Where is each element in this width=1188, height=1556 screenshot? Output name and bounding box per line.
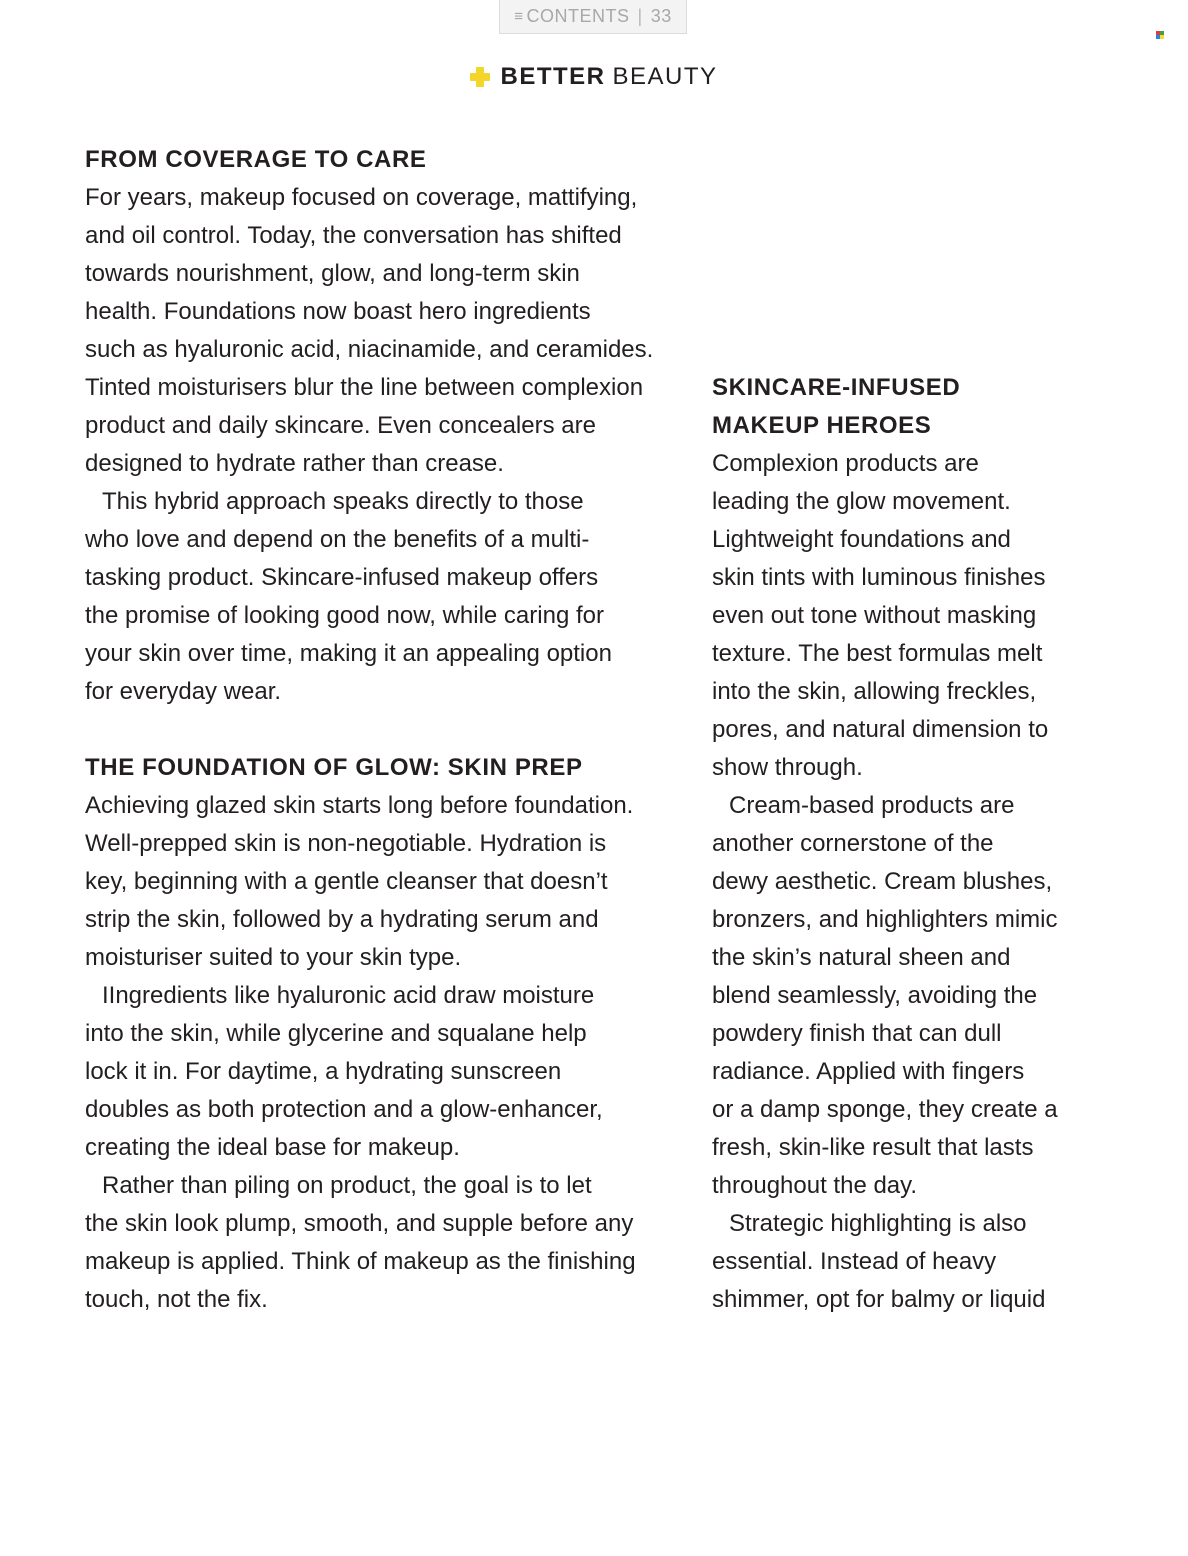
text-line: bronzers, and highlighters mimic bbox=[712, 906, 1058, 933]
text-line: and oil control. Today, the conversation has shifted bbox=[85, 222, 622, 249]
heading-coverage-to-care: FROM COVERAGE TO CARE bbox=[85, 146, 427, 173]
heading-makeup-heroes-line2: MAKEUP HEROES bbox=[712, 412, 932, 439]
text-line: such as hyaluronic acid, niacinamide, and ceramides. bbox=[85, 336, 654, 363]
text-line: texture. The best formulas melt bbox=[712, 640, 1043, 667]
section-title-bold: BETTER bbox=[500, 63, 606, 90]
text-line: radiance. Applied with fingers bbox=[712, 1058, 1025, 1085]
text-line: product and daily skincare. Even concealers are bbox=[85, 412, 596, 439]
text-line: creating the ideal base for makeup. bbox=[85, 1134, 460, 1161]
text-line: leading the glow movement. bbox=[712, 488, 1011, 515]
text-line: the skin’s natural sheen and bbox=[712, 944, 1011, 971]
text-line: moisturiser suited to your skin type. bbox=[85, 944, 462, 971]
text-line: strip the skin, followed by a hydrating serum and bbox=[85, 906, 599, 933]
section-title bbox=[500, 63, 717, 91]
text-line: into the skin, allowing freckles, bbox=[712, 678, 1037, 705]
text-line: Well-prepped skin is non-negotiable. Hydration is bbox=[85, 830, 607, 857]
text-line: Tinted moisturisers blur the line between complexion bbox=[85, 374, 644, 401]
section-title-light: BEAUTY bbox=[612, 63, 718, 90]
text-line: another cornerstone of the bbox=[712, 830, 994, 857]
section-header bbox=[0, 60, 1188, 94]
paragraph bbox=[85, 1167, 695, 1319]
contents-label: CONTENTS bbox=[526, 6, 630, 26]
text-line: essential. Instead of heavy bbox=[712, 1248, 997, 1275]
text-line: dewy aesthetic. Cream blushes, bbox=[712, 868, 1053, 895]
paragraph bbox=[85, 977, 695, 1167]
contents-tab[interactable] bbox=[499, 0, 687, 34]
text-line: key, beginning with a gentle cleanser that doesn’t bbox=[85, 868, 608, 895]
color-mark-icon bbox=[1156, 31, 1164, 39]
text-line: into the skin, while glycerine and squalane help bbox=[85, 1020, 587, 1047]
left-column bbox=[85, 141, 695, 1319]
paragraph bbox=[712, 787, 1102, 1205]
text-line: Cream-based products are bbox=[729, 792, 1015, 819]
text-line: Strategic highlighting is also bbox=[729, 1210, 1027, 1237]
text-line: show through. bbox=[712, 754, 863, 781]
text-line: touch, not the fix. bbox=[85, 1286, 268, 1313]
heading-skin-prep: THE FOUNDATION OF GLOW: SKIN PREP bbox=[85, 754, 583, 781]
text-line: throughout the day. bbox=[712, 1172, 918, 1199]
text-line: blend seamlessly, avoiding the bbox=[712, 982, 1038, 1009]
text-line: fresh, skin-like result that lasts bbox=[712, 1134, 1034, 1161]
text-line: lock it in. For daytime, a hydrating sunscreen bbox=[85, 1058, 562, 1085]
text-line: Rather than piling on product, the goal is to let bbox=[102, 1172, 592, 1199]
paragraph bbox=[85, 787, 695, 977]
menu-icon: ≡ bbox=[514, 8, 524, 25]
paragraph bbox=[712, 445, 1102, 787]
text-line: towards nourishment, glow, and long-term skin bbox=[85, 260, 580, 287]
page-number: 33 bbox=[650, 6, 672, 26]
text-line: tasking product. Skincare-infused makeup offers bbox=[85, 564, 599, 591]
text-line: Achieving glazed skin starts long before foundation. bbox=[85, 792, 634, 819]
text-line: your skin over time, making it an appealing option bbox=[85, 640, 612, 667]
text-line: who love and depend on the benefits of a multi- bbox=[85, 526, 590, 553]
text-line: pores, and natural dimension to bbox=[712, 716, 1049, 743]
text-line: the promise of looking good now, while caring for bbox=[85, 602, 604, 629]
text-line: for everyday wear. bbox=[85, 678, 282, 705]
paragraph bbox=[712, 1205, 1102, 1319]
text-line: health. Foundations now boast hero ingredients bbox=[85, 298, 591, 325]
text-line: skin tints with luminous finishes bbox=[712, 564, 1046, 591]
divider: | bbox=[637, 6, 643, 26]
text-line: powdery finish that can dull bbox=[712, 1020, 1002, 1047]
text-line: the skin look plump, smooth, and supple before any bbox=[85, 1210, 634, 1237]
heading-makeup-heroes-line1: SKINCARE-INFUSED bbox=[712, 374, 961, 401]
plus-icon bbox=[470, 67, 490, 87]
text-line: For years, makeup focused on coverage, mattifying, bbox=[85, 184, 638, 211]
paragraph bbox=[85, 179, 695, 483]
text-line: shimmer, opt for balmy or liquid bbox=[712, 1286, 1046, 1313]
right-column bbox=[712, 369, 1102, 1319]
text-line: makeup is applied. Think of makeup as the finishing bbox=[85, 1248, 636, 1275]
text-line: IIngredients like hyaluronic acid draw moisture bbox=[102, 982, 595, 1009]
text-line: Complexion products are bbox=[712, 450, 979, 477]
paragraph bbox=[85, 483, 695, 711]
text-line: even out tone without masking bbox=[712, 602, 1037, 629]
text-line: This hybrid approach speaks directly to those bbox=[102, 488, 584, 515]
text-line: or a damp sponge, they create a bbox=[712, 1096, 1058, 1123]
text-line: designed to hydrate rather than crease. bbox=[85, 450, 504, 477]
text-line: doubles as both protection and a glow-enhancer, bbox=[85, 1096, 603, 1123]
text-line: Lightweight foundations and bbox=[712, 526, 1011, 553]
